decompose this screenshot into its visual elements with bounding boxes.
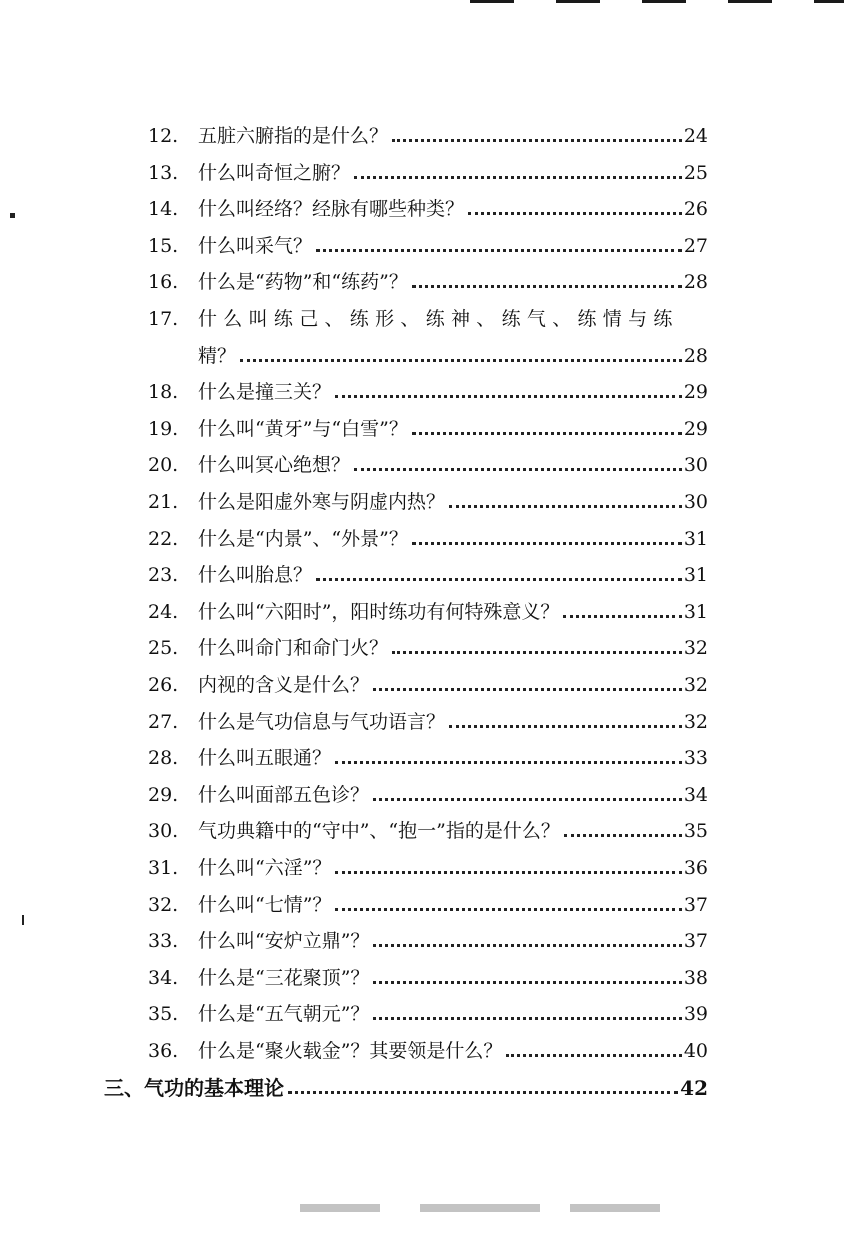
- dot-leader: [373, 981, 681, 984]
- toc-entry: [148, 594, 708, 624]
- toc-entry: [148, 887, 708, 917]
- entry-title: 什么叫练己、练形、练神、练气、练情与练: [198, 308, 679, 330]
- dot-leader: [288, 1091, 678, 1094]
- entry-title: 五脏六腑指的是什么？: [198, 125, 389, 147]
- entry-page: 32: [683, 637, 708, 659]
- dot-leader: [392, 651, 682, 654]
- dot-leader: [412, 432, 682, 435]
- dot-leader: [354, 468, 682, 471]
- footer-smudge: [420, 1204, 540, 1212]
- entry-title: 什么是“聚火载金”？其要领是什么？: [198, 1040, 503, 1062]
- dot-leader: [563, 615, 681, 618]
- entry-page: 32: [683, 711, 708, 733]
- entry-page: 30: [683, 491, 708, 513]
- dot-leader: [335, 908, 681, 911]
- entry-number: 18.: [148, 381, 179, 403]
- entry-number: 26.: [148, 674, 179, 696]
- entry-page: 31: [683, 564, 708, 586]
- toc-entry: [148, 923, 708, 953]
- toc-entry: [148, 850, 708, 880]
- entry-number: 36.: [148, 1040, 179, 1062]
- toc-entry: [148, 813, 708, 843]
- toc-entry: [148, 484, 708, 514]
- toc-entry: [148, 301, 734, 331]
- entry-title: 什么叫“六淫”？: [198, 857, 332, 879]
- entry-page: 37: [683, 894, 708, 916]
- toc-entry: [148, 264, 708, 294]
- footer-smudge: [570, 1204, 660, 1212]
- entry-number: 33.: [148, 930, 179, 952]
- entry-page: 36: [683, 857, 708, 879]
- entry-page: 29: [683, 381, 708, 403]
- toc-entry: [148, 155, 708, 185]
- dot-leader: [240, 359, 682, 362]
- entry-number: 30.: [148, 820, 179, 842]
- entry-title: 什么叫命门和命门火？: [198, 637, 389, 659]
- toc-entry: [148, 191, 708, 221]
- dot-leader: [316, 249, 682, 252]
- entry-number: 19.: [148, 418, 179, 440]
- toc-entry: [148, 630, 708, 660]
- toc-entry: [148, 777, 708, 807]
- entry-title: 什么是“三花聚顶”？: [198, 967, 370, 989]
- entry-page: 32: [683, 674, 708, 696]
- entry-title: 什么是“内景”、“外景”？: [198, 528, 408, 550]
- dot-leader: [449, 725, 682, 728]
- top-rule: [728, 0, 772, 3]
- dot-leader: [373, 944, 681, 947]
- entry-page: 26: [683, 198, 708, 220]
- entry-number: 31.: [148, 857, 179, 879]
- dot-leader: [449, 505, 682, 508]
- entry-number: 15.: [148, 235, 179, 257]
- dot-leader: [506, 1054, 681, 1057]
- entry-number: 25.: [148, 637, 179, 659]
- toc-entry: [148, 740, 708, 770]
- toc-entry: [148, 411, 708, 441]
- top-rule: [814, 0, 844, 3]
- entry-number: 28.: [148, 747, 179, 769]
- entry-number: 29.: [148, 784, 179, 806]
- dot-leader: [335, 761, 682, 764]
- toc-entry: [148, 447, 708, 477]
- dot-leader: [373, 798, 682, 801]
- entry-title: 什么叫“安炉立鼎”？: [198, 930, 370, 952]
- dot-leader: [373, 1017, 681, 1020]
- entry-number: 16.: [148, 271, 179, 293]
- dot-leader: [354, 176, 682, 179]
- dot-leader: [316, 578, 682, 581]
- toc-entry: [148, 704, 708, 734]
- entry-page: 40: [683, 1040, 708, 1062]
- toc-entry: [148, 557, 708, 587]
- top-rule: [642, 0, 686, 3]
- section-page: 42: [680, 1076, 708, 1100]
- entry-title: 内视的含义是什么？: [198, 674, 370, 696]
- entry-title: 气功典籍中的“守中”、“抱一”指的是什么？: [198, 820, 560, 842]
- toc-entry-continuation: [198, 338, 708, 368]
- entry-page: 25: [683, 162, 708, 184]
- entry-number: 22.: [148, 528, 179, 550]
- entry-title: 什么叫胎息？: [198, 564, 313, 586]
- entry-title: 什么是“五气朝元”？: [198, 1003, 370, 1025]
- entry-number: 12.: [148, 125, 179, 147]
- entry-page: 35: [683, 820, 708, 842]
- entry-title: 什么叫奇恒之腑？: [198, 162, 351, 184]
- entry-title: 什么叫面部五色诊？: [198, 784, 370, 806]
- dot-leader: [412, 542, 682, 545]
- margin-mark: [22, 915, 24, 925]
- entry-number: 20.: [148, 454, 179, 476]
- entry-number: 32.: [148, 894, 179, 916]
- entry-title-continuation: 精？: [198, 345, 237, 367]
- entry-number: 24.: [148, 601, 179, 623]
- dot-leader: [335, 871, 681, 874]
- entry-page: 38: [683, 967, 708, 989]
- entry-page: 31: [683, 601, 708, 623]
- entry-page: 39: [683, 1003, 708, 1025]
- dot-leader: [373, 688, 682, 691]
- entry-page: 37: [683, 930, 708, 952]
- top-rule: [470, 0, 514, 3]
- toc-entry: [148, 960, 708, 990]
- entry-number: 23.: [148, 564, 179, 586]
- entry-title: 什么叫经络？经脉有哪些种类？: [198, 198, 465, 220]
- entry-number: 13.: [148, 162, 179, 184]
- entry-title: 什么是阳虚外寒与阴虚内热？: [198, 491, 446, 513]
- toc-entry: [148, 374, 708, 404]
- entry-number: 14.: [148, 198, 179, 220]
- toc-entry: [148, 667, 708, 697]
- toc-entry: [148, 118, 708, 148]
- toc-entry: [148, 228, 708, 258]
- dot-leader: [392, 139, 682, 142]
- entry-title: 什么是气功信息与气功语言？: [198, 711, 446, 733]
- entry-page: 24: [683, 125, 708, 147]
- entry-title: 什么是“药物”和“练药”？: [198, 271, 408, 293]
- entry-title: 什么是撞三关？: [198, 381, 332, 403]
- entry-title: 什么叫“黄牙”与“白雪”？: [198, 418, 408, 440]
- entry-number: 21.: [148, 491, 179, 513]
- entry-page: 28: [683, 345, 708, 367]
- entry-page: 27: [683, 235, 708, 257]
- margin-mark: [10, 213, 15, 218]
- entry-page: 34: [683, 784, 708, 806]
- dot-leader: [412, 285, 682, 288]
- toc-entry: [148, 521, 708, 551]
- dot-leader: [335, 395, 682, 398]
- entry-page: 31: [683, 528, 708, 550]
- toc-entry: [148, 996, 708, 1026]
- entry-page: 33: [683, 747, 708, 769]
- entry-number: 35.: [148, 1003, 179, 1025]
- entry-title: 什么叫冥心绝想？: [198, 454, 351, 476]
- top-rule: [556, 0, 600, 3]
- entry-page: 29: [683, 418, 708, 440]
- dot-leader: [564, 834, 682, 837]
- section-title: 三、气功的基本理论: [104, 1076, 284, 1100]
- footer-smudge: [300, 1204, 380, 1212]
- toc-entry: [148, 1033, 708, 1063]
- toc-section-heading: [104, 1070, 708, 1100]
- entry-number: 27.: [148, 711, 179, 733]
- entry-title: 什么叫五眼通？: [198, 747, 332, 769]
- entry-title: 什么叫“六阳时”，阳时练功有何特殊意义？: [198, 601, 560, 623]
- entry-number: 34.: [148, 967, 179, 989]
- entry-number: 17.: [148, 308, 179, 330]
- entry-page: 30: [683, 454, 708, 476]
- entry-title: 什么叫采气？: [198, 235, 313, 257]
- entry-page: 28: [683, 271, 708, 293]
- dot-leader: [468, 212, 682, 215]
- entry-title: 什么叫“七情”？: [198, 894, 332, 916]
